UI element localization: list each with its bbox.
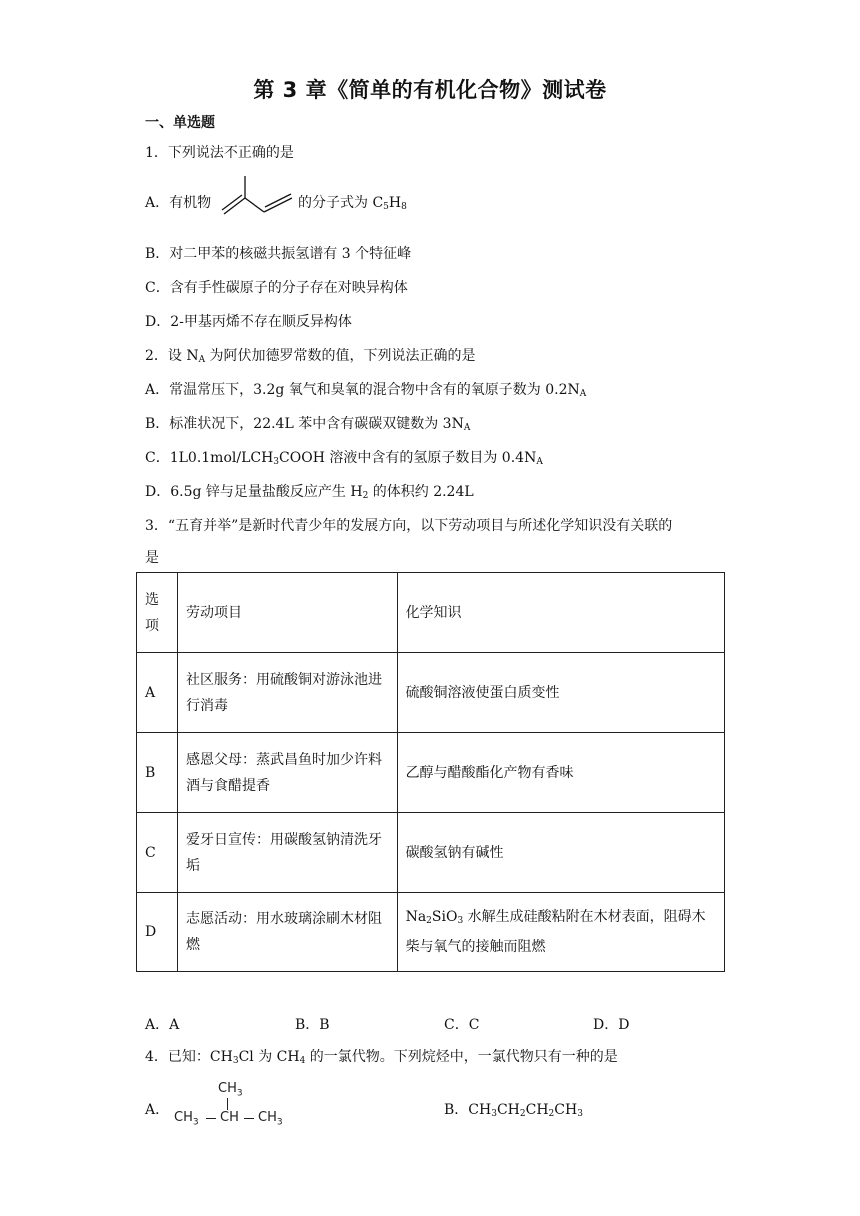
q3-choice-a: A．A <box>145 1017 180 1033</box>
q1-stem: 1．下列说法不正确的是 <box>145 145 294 161</box>
q3-stem-line2: 是 <box>145 550 159 566</box>
q3-stem-line1: 3．“五育并举”是新时代青少年的发展方向，以下劳动项目与所述化学知识没有关联的 <box>145 518 673 534</box>
row-chem: $Na_2SiO_3$ 水解生成硅酸粘附在木材表面，阻碍木柴与氧气的接触而阻燃 <box>397 893 724 972</box>
row-option: D <box>137 893 178 972</box>
q2-option-c: C．$1L0.1mol/LCH_3COOH$ 溶液中含有的氢原子数目为 $0.4N_A$ <box>145 450 543 467</box>
q4-stem: 4．已知：$CH_3Cl$ 为 $CH_4$ 的一氯代物。下列烷烃中，一氯代物只有一种的是 <box>145 1049 618 1066</box>
q3-choice-b: B．B <box>295 1017 330 1033</box>
q3-table <box>136 572 725 972</box>
q4-option-a-label: A． <box>145 1102 170 1118</box>
isobutane-structure <box>172 1080 296 1130</box>
struct-mid-ch: CH <box>220 1110 239 1125</box>
struct-top-ch3: $CH_3$ <box>218 1081 243 1099</box>
row-labor: 社区服务：用硫酸铜对游泳池进行消毒 <box>177 653 397 733</box>
struct-right-ch3: $CH_3$ <box>258 1110 283 1128</box>
row-chem: 碳酸氢钠有碱性 <box>397 813 724 893</box>
table-row <box>137 813 725 893</box>
row-chem: 乙醇与醋酸酯化产物有香味 <box>397 733 724 813</box>
page-title: 第 3 章《简单的有机化合物》测试卷 <box>253 78 607 102</box>
q2-stem: 2．设 $N_A$ 为阿伏加德罗常数的值，下列说法正确的是 <box>145 348 476 365</box>
row-chem: 硫酸铜溶液使蛋白质变性 <box>397 653 724 733</box>
q4-option-b: B．$CH_3CH_2CH_2CH_3$ <box>444 1102 583 1119</box>
q1-option-d: D．2-甲基丙烯不存在顺反异构体 <box>145 314 352 330</box>
q1-option-b: B．对二甲苯的核磁共振氢谱有 3 个特征峰 <box>145 246 412 262</box>
row-option: A <box>137 653 178 733</box>
q1-option-a-formula: 的分子式为 $C_5H_8$ <box>298 195 407 212</box>
struct-left-bond <box>206 1118 216 1119</box>
isoprene-skeletal-structure <box>221 174 299 220</box>
section-heading: 一、单选题 <box>145 115 215 131</box>
struct-left-ch3: $CH_3$ <box>174 1110 199 1128</box>
row-labor: 志愿活动：用水玻璃涂刷木材阻燃 <box>177 893 397 972</box>
q1-option-c: C．含有手性碳原子的分子存在对映异构体 <box>145 280 408 296</box>
q2-option-d: D．6.5g 锌与足量盐酸反应产生 $H_2$ 的体积约 2.24L <box>145 484 474 501</box>
row-labor: 感恩父母：蒸武昌鱼时加少许料酒与食醋提香 <box>177 733 397 813</box>
table-row <box>137 653 725 733</box>
table-row <box>137 893 725 972</box>
struct-right-bond <box>244 1118 254 1119</box>
table-header-row <box>137 573 725 653</box>
struct-vertical-bond <box>227 1098 228 1110</box>
header-chem: 化学知识 <box>397 573 724 653</box>
row-option: C <box>137 813 178 893</box>
q2-option-a: A．常温常压下，3.2g 氧气和臭氧的混合物中含有的氧原子数为 $0.2N_A$ <box>145 382 587 399</box>
header-option: 选项 <box>137 573 178 653</box>
q2-option-b: B．标准状况下，22.4L 苯中含有碳碳双键数为 $3N_A$ <box>145 416 471 433</box>
table-row <box>137 733 725 813</box>
q1-option-a-label: A．有机物 <box>145 195 212 211</box>
q3-choice-c: C．C <box>444 1017 480 1033</box>
q3-choice-d: D．D <box>593 1017 630 1033</box>
row-labor: 爱牙日宣传：用碳酸氢钠清洗牙垢 <box>177 813 397 893</box>
header-labor: 劳动项目 <box>177 573 397 653</box>
row-option: B <box>137 733 178 813</box>
